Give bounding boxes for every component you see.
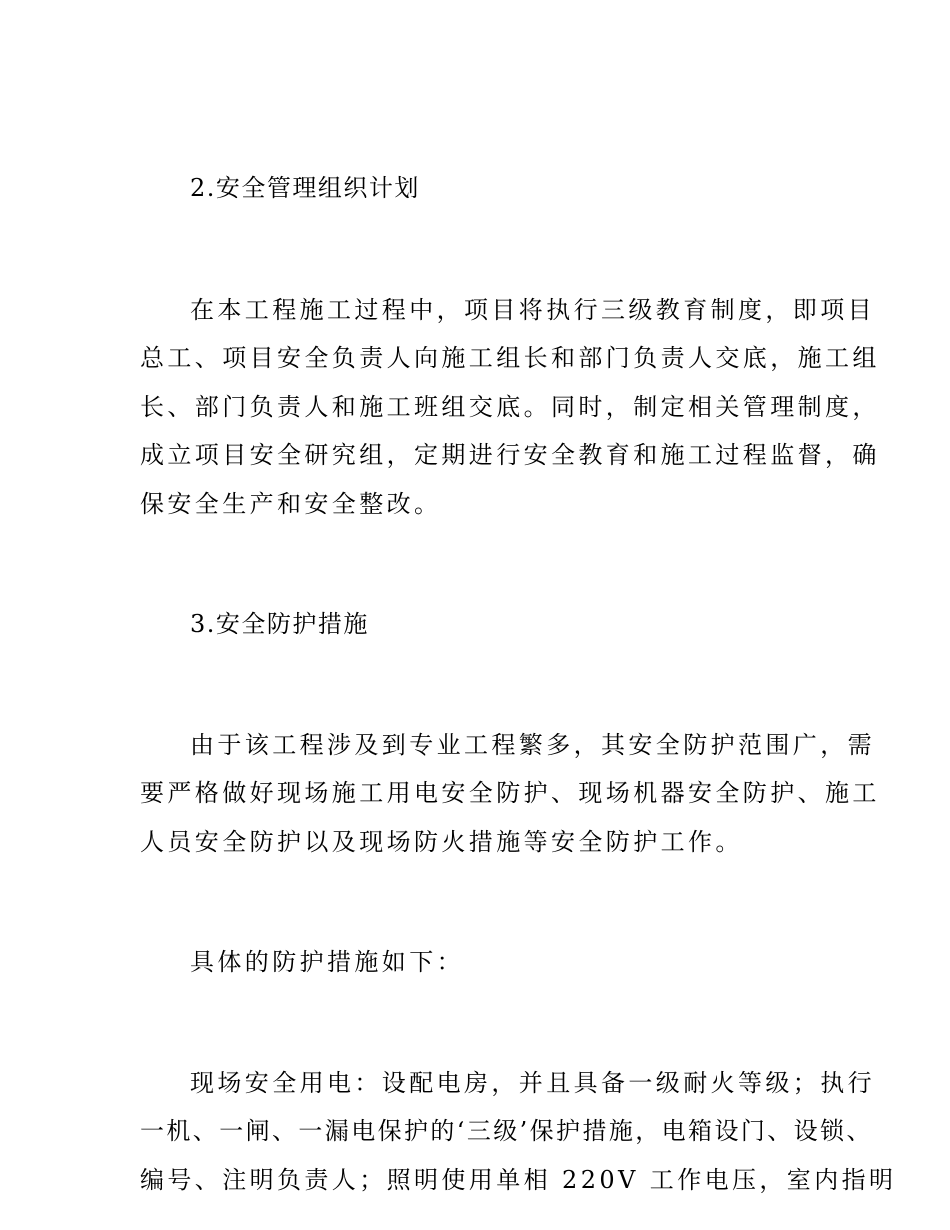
paragraph-line: 现场安全用电：设配电房，并且具备一级耐火等级；执行 [190,1068,875,1097]
paragraph-line: 长、部门负责人和施工班组交底。同时，制定相关管理制度， [140,392,880,421]
paragraph-protection-scope [140,721,880,867]
document-body [140,164,897,1204]
paragraph-line: 在本工程施工过程中，项目将执行三级教育制度，即项目 [190,295,875,324]
paragraph-line: 成立项目安全研究组，定期进行安全教育和施工过程监督，确 [140,441,880,469]
section-heading-3: 3.安全防护措施 [190,610,369,638]
paragraph-line: 总工、项目安全负责人向施工组长和部门负责人交底，施工组 [140,344,880,372]
paragraph-electric-safety [140,1059,897,1205]
paragraph-line: 由于该工程涉及到专业工程繁多，其安全防护范围广，需 [190,730,875,759]
paragraph-measures-intro: 具体的防护措施如下： [190,948,464,976]
paragraph-safety-organization [140,286,880,529]
paragraph-line: 保安全生产和安全整改。 [140,489,442,518]
paragraph-line: 编号、注明负责人；照明使用单相 220V 工作电压，室内指明 [140,1165,897,1194]
section-heading-2: 2.安全管理组织计划 [190,174,420,202]
paragraph-line: 要严格做好现场施工用电安全防护、现场机器安全防护、施工 [140,779,880,807]
paragraph-line: 人员安全防护以及现场防火措施等安全防护工作。 [140,827,743,856]
paragraph-line: 一机、一闸、一漏电保护的‘三级’保护措施，电箱设门、设锁、 [140,1117,873,1145]
